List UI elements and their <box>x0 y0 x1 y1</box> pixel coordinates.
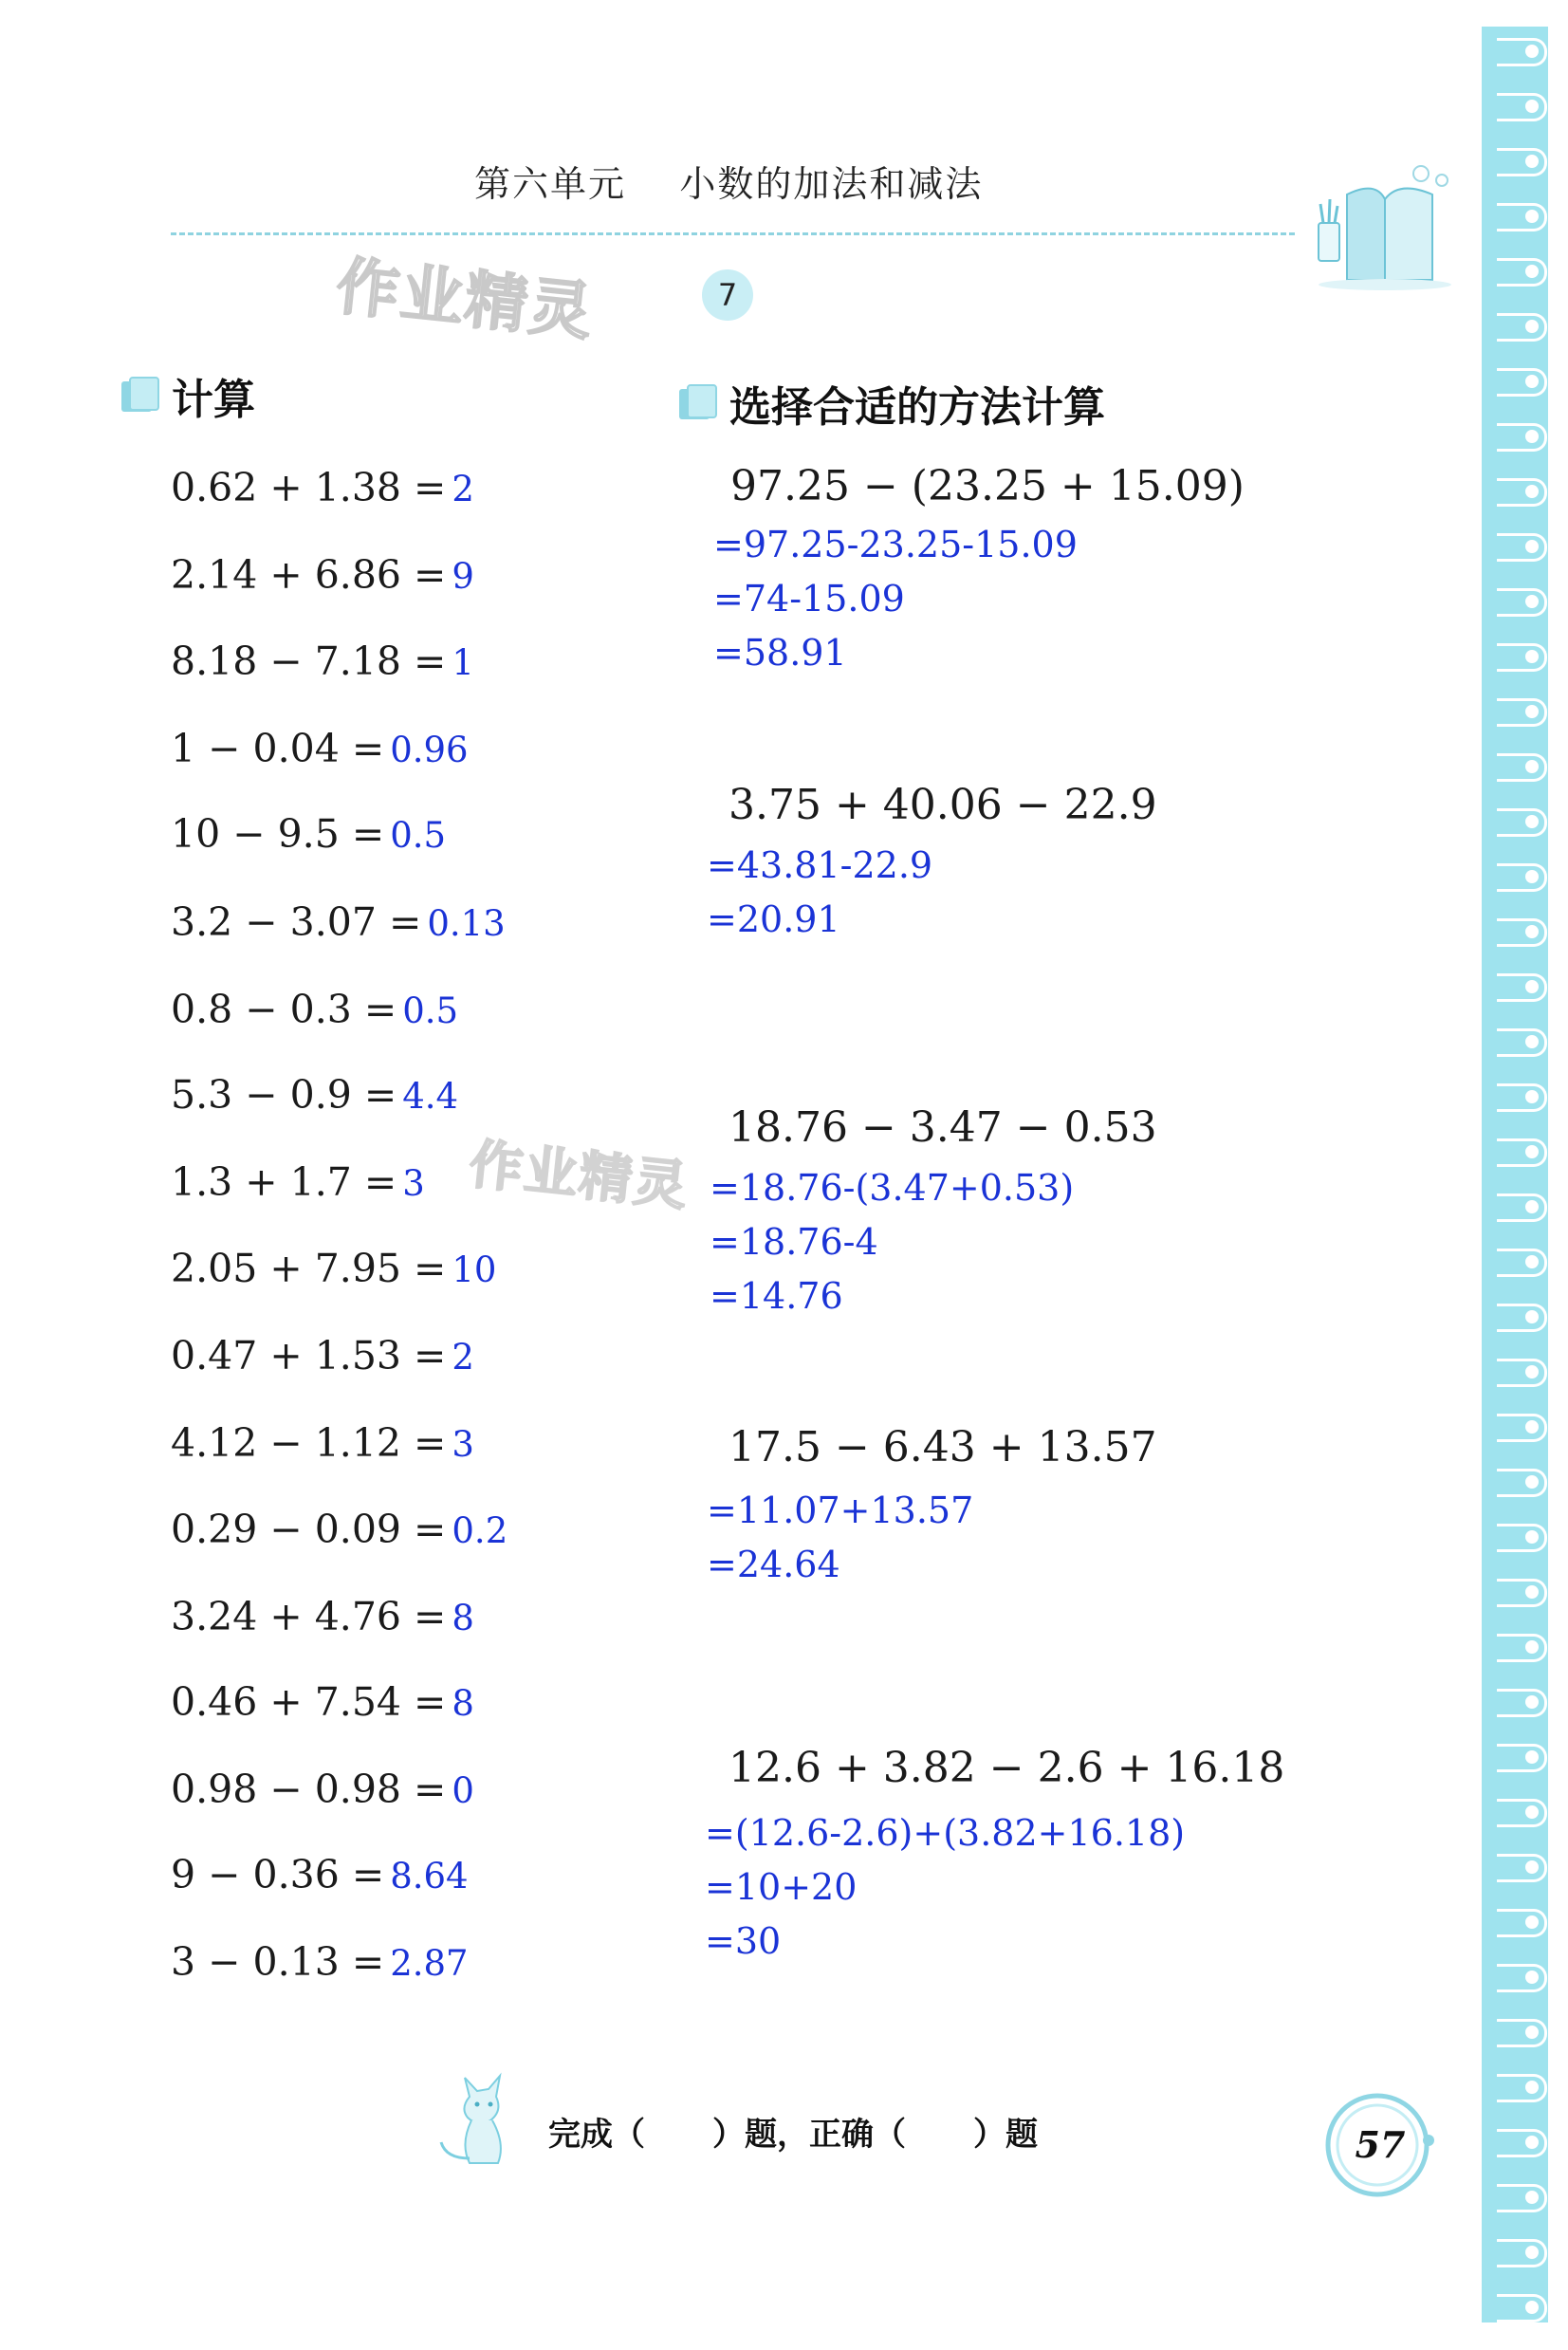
solution-step: =18.76-4 <box>710 1221 878 1263</box>
equation-expression: 0.47 + 1.53 = <box>171 1333 447 1379</box>
binding-ring <box>1497 1689 1547 1717</box>
equation-answer: 8.64 <box>390 1856 469 1897</box>
binding-ring <box>1497 753 1547 782</box>
binding-ring <box>1497 808 1547 837</box>
problem-expression: 12.6 + 3.82 − 2.6 + 16.18 <box>729 1744 1285 1792</box>
equation-row <box>171 465 474 510</box>
solution-step: =18.76-(3.47+0.53) <box>710 1167 1075 1209</box>
equation-expression: 3.2 − 3.07 = <box>171 899 422 945</box>
binding-ring <box>1497 1854 1547 1882</box>
solution-step: =11.07+13.57 <box>707 1490 974 1531</box>
equation-expression: 2.14 + 6.86 = <box>171 552 447 598</box>
binding-ring <box>1497 2184 1547 2212</box>
binding-ring <box>1497 423 1547 452</box>
binding-ring <box>1497 1083 1547 1112</box>
binding-ring <box>1497 1249 1547 1277</box>
equation-answer: 9 <box>452 556 474 597</box>
section-title-choose-method <box>676 373 1105 434</box>
equation-row <box>171 811 446 857</box>
equation-row <box>171 1159 425 1205</box>
equation-expression: 9 − 0.36 = <box>171 1852 385 1897</box>
book-illustration-icon <box>1309 157 1461 294</box>
equation-answer: 8 <box>452 1598 474 1638</box>
binding-ring <box>1497 973 1547 1002</box>
solution-step: =30 <box>705 1920 782 1962</box>
solution-step: =97.25-23.25-15.09 <box>713 524 1078 565</box>
cat-illustration-icon <box>432 2068 526 2173</box>
day-number-badge: 7 <box>702 269 753 321</box>
binding-ring <box>1497 643 1547 672</box>
equation-row <box>171 987 458 1032</box>
unit-title: 第六单元 小数的加法和减法 <box>474 163 984 205</box>
equation-answer: 2.87 <box>390 1943 469 1984</box>
equation-answer: 1 <box>452 642 474 683</box>
equation-row <box>171 1420 474 1466</box>
binding-ring <box>1497 1469 1547 1497</box>
equation-row <box>171 1507 507 1552</box>
binding-ring <box>1497 148 1547 176</box>
equation-expression: 0.8 − 0.3 = <box>171 987 397 1032</box>
binding-ring <box>1497 2019 1547 2047</box>
solution-step: =24.64 <box>707 1544 840 1585</box>
problem-expression: 18.76 − 3.47 − 0.53 <box>729 1103 1157 1152</box>
equation-expression: 4.12 − 1.12 = <box>171 1420 447 1466</box>
equation-row <box>171 1594 474 1639</box>
binding-ring <box>1497 918 1547 947</box>
equation-expression: 3.24 + 4.76 = <box>171 1594 447 1639</box>
binding-ring <box>1497 1414 1547 1442</box>
equation-answer: 3 <box>402 1163 425 1204</box>
book-icon <box>119 374 162 417</box>
binding-ring <box>1497 1194 1547 1222</box>
equation-row <box>171 1679 474 1725</box>
binding-ring <box>1497 2294 1547 2322</box>
section-title-calculate <box>119 365 255 426</box>
equation-expression: 1.3 + 1.7 = <box>171 1159 397 1205</box>
equation-row <box>171 1767 474 1812</box>
binding-ring <box>1497 1579 1547 1607</box>
page-number: 57 <box>1355 2123 1406 2166</box>
binding-ring <box>1497 313 1547 342</box>
equation-answer: 2 <box>452 469 474 509</box>
equation-expression: 0.98 − 0.98 = <box>171 1767 447 1812</box>
equation-expression: 0.62 + 1.38 = <box>171 465 447 510</box>
problem-expression: 17.5 − 6.43 + 13.57 <box>729 1423 1157 1471</box>
binding-ring <box>1497 1524 1547 1552</box>
equation-expression: 5.3 − 0.9 = <box>171 1072 397 1118</box>
binding-ring <box>1497 38 1547 66</box>
binding-ring <box>1497 1359 1547 1387</box>
binding-ring <box>1497 258 1547 287</box>
binding-ring <box>1497 588 1547 617</box>
binding-ring <box>1497 2239 1547 2267</box>
equation-expression: 2.05 + 7.95 = <box>171 1246 447 1291</box>
equation-row <box>171 638 474 684</box>
book-icon <box>676 381 720 425</box>
equation-answer: 0 <box>452 1770 474 1811</box>
section-title-text: 选择合适的方法计算 <box>729 383 1105 432</box>
binding-ring <box>1497 1799 1547 1827</box>
binding-ring <box>1497 863 1547 892</box>
binding-ring <box>1497 533 1547 562</box>
section-title-text: 计算 <box>172 376 255 424</box>
equation-expression: 0.46 + 7.54 = <box>171 1679 447 1725</box>
completion-tally: 完成（ ）题，正确（ ）题 <box>548 2116 1039 2154</box>
binding-ring <box>1497 1744 1547 1772</box>
equation-expression: 10 − 9.5 = <box>171 811 385 857</box>
equation-row <box>171 552 474 598</box>
equation-expression: 0.29 − 0.09 = <box>171 1507 447 1552</box>
binding-ring <box>1497 1634 1547 1662</box>
equation-answer: 0.5 <box>390 815 447 856</box>
equation-expression: 1 − 0.04 = <box>171 726 385 771</box>
equation-expression: 3 − 0.13 = <box>171 1939 385 1985</box>
binding-ring <box>1497 368 1547 397</box>
equation-row <box>171 726 469 771</box>
solution-step: =74-15.09 <box>713 578 905 620</box>
equation-answer: 0.2 <box>452 1510 508 1551</box>
solution-step: =20.91 <box>707 898 840 940</box>
binding-ring <box>1497 1909 1547 1937</box>
binding-ring <box>1497 1964 1547 1992</box>
equation-row <box>171 1939 469 1985</box>
equation-answer: 0.96 <box>390 730 469 770</box>
equation-answer: 0.5 <box>402 990 459 1031</box>
binding-ring <box>1497 1138 1547 1167</box>
solution-step: =58.91 <box>713 632 847 674</box>
solution-step: =(12.6-2.6)+(3.82+16.18) <box>705 1812 1186 1854</box>
binding-ring <box>1497 2074 1547 2102</box>
equation-row <box>171 1072 458 1118</box>
equation-row <box>171 1333 474 1379</box>
equation-row <box>171 1852 469 1897</box>
problem-expression: 3.75 + 40.06 − 22.9 <box>729 781 1157 829</box>
solution-step: =10+20 <box>705 1866 858 1908</box>
binding-ring <box>1497 1304 1547 1332</box>
equation-answer: 10 <box>452 1249 497 1290</box>
equation-expression: 8.18 − 7.18 = <box>171 638 447 684</box>
binding-ring <box>1497 2129 1547 2157</box>
equation-row <box>171 899 506 945</box>
solution-step: =14.76 <box>710 1275 843 1317</box>
equation-answer: 4.4 <box>402 1076 459 1117</box>
equation-row <box>171 1246 496 1291</box>
solution-step: =43.81-22.9 <box>707 844 933 886</box>
binding-ring <box>1497 93 1547 121</box>
binding-ring <box>1497 698 1547 727</box>
equation-answer: 8 <box>452 1683 474 1724</box>
watermark-middle: 作业精灵 <box>466 1134 692 1218</box>
problem-expression: 97.25 − (23.25 + 15.09) <box>730 462 1245 510</box>
watermark-top: 作业精灵 <box>333 249 598 349</box>
binding-ring <box>1497 478 1547 507</box>
binding-ring <box>1497 203 1547 231</box>
header-divider <box>171 232 1295 235</box>
equation-answer: 3 <box>452 1424 474 1465</box>
equation-answer: 2 <box>452 1337 474 1378</box>
equation-answer: 0.13 <box>427 903 506 944</box>
binding-ring <box>1497 1028 1547 1057</box>
